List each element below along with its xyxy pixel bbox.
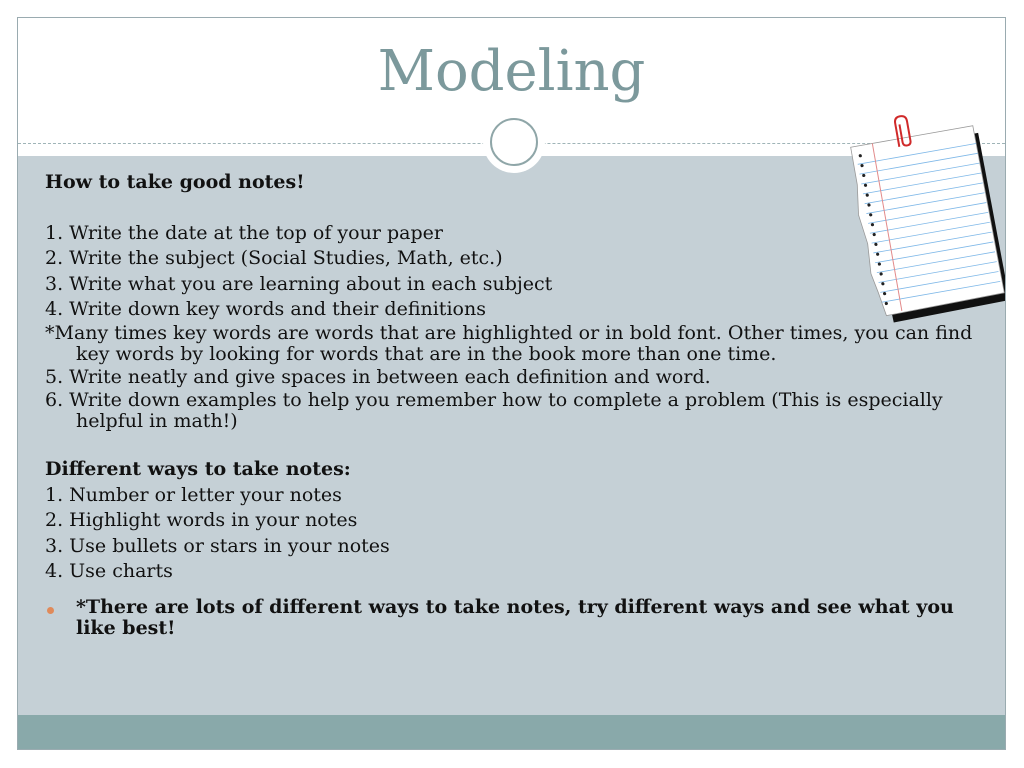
step-item: 2. Write the subject (Social Studies, Math, etc.) <box>45 247 503 269</box>
way-item: 2. Highlight words in your notes <box>45 509 358 531</box>
way-item: 3. Use bullets or stars in your notes <box>45 534 390 557</box>
slide <box>17 17 1006 750</box>
step-item: 6. Write down examples to help you remember how to complete a problem (This is especially helpful in math!) <box>45 389 943 432</box>
footer-band <box>18 715 1005 749</box>
bullet-dot-icon <box>47 607 54 614</box>
step-item: 3. Write what you are learning about in each subject <box>45 272 553 295</box>
step-item: 5. Write neatly and give spaces in between each definition and word. <box>45 365 711 388</box>
step-item: 1. Write the date at the top of your paper <box>45 221 443 244</box>
badge-ring <box>490 118 538 166</box>
slide-body <box>45 170 975 639</box>
slide-title: Modeling <box>377 39 646 104</box>
step-item: 4. Write down key words and their definitions <box>45 298 486 320</box>
bullet-tip <box>45 597 975 639</box>
heading-good-notes: How to take good notes! <box>45 171 305 193</box>
way-item: 1. Number or letter your notes <box>45 483 342 506</box>
heading-different-ways: Different ways to take notes: <box>45 458 351 480</box>
step-note: *Many times key words are words that are highlighted or in bold font. Other times, you can find key words by looking for words that are in the book more than one time. <box>45 321 973 365</box>
circle-ring-icon <box>483 111 545 173</box>
way-item: 4. Use charts <box>45 560 173 582</box>
bullet-tip-text: *There are lots of different ways to take notes, try different ways and see what you like best! <box>76 595 954 639</box>
